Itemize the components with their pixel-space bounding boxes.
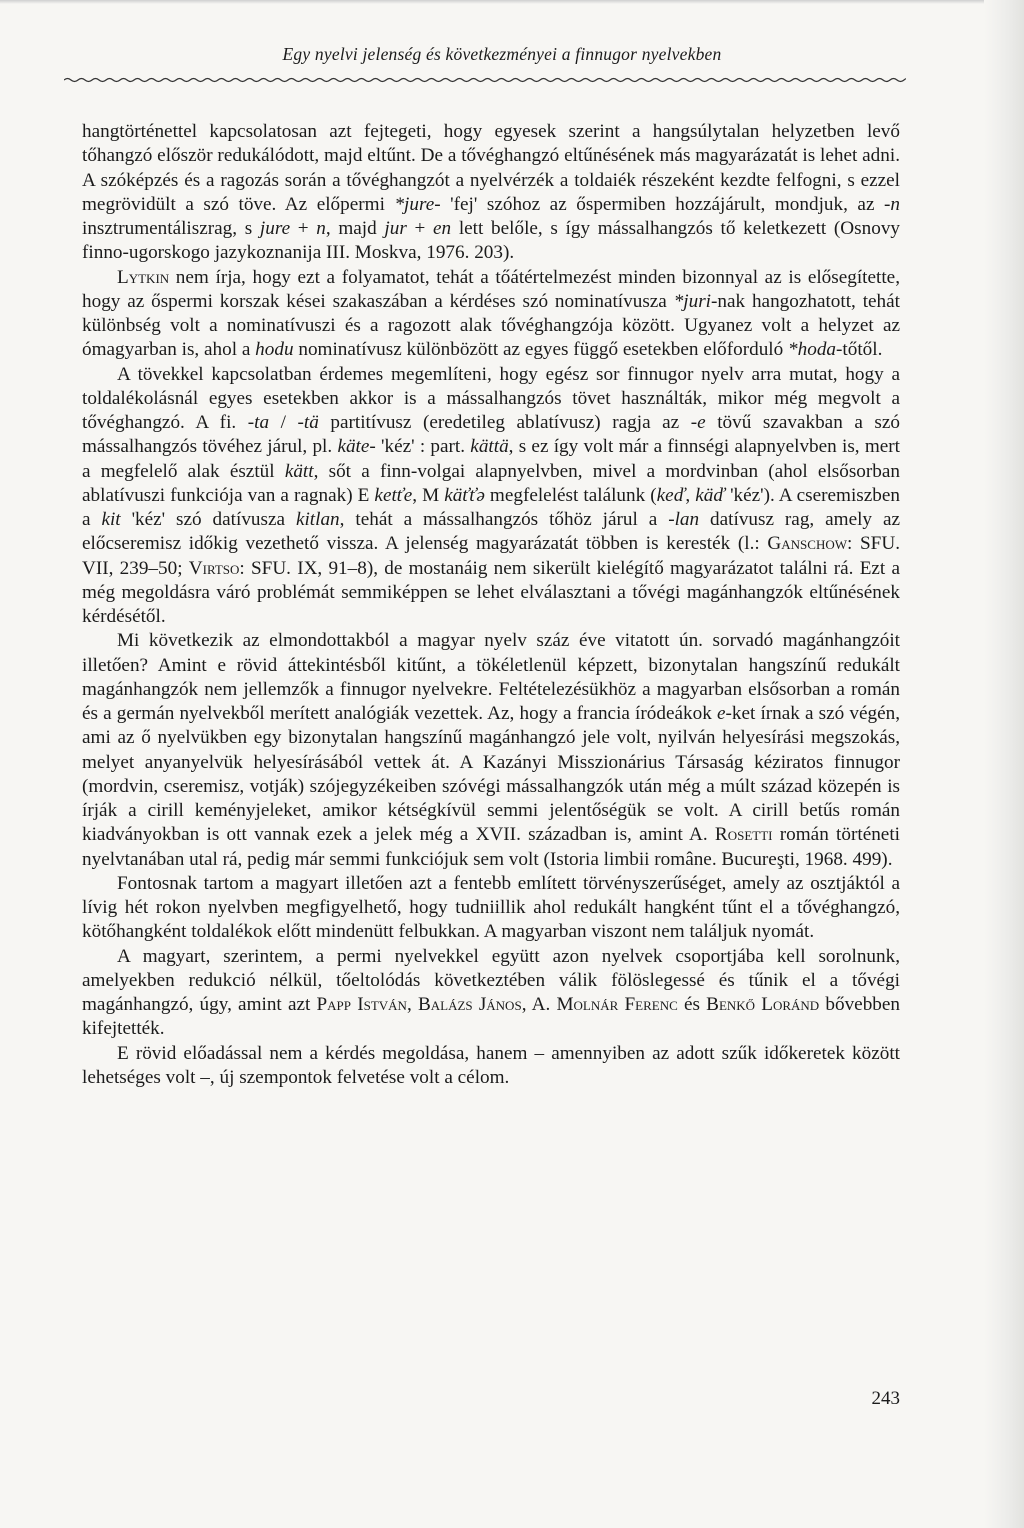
text-run: Fontosnak tartom a magyart illetően azt a fentebb említett törvényszerűséget, amely az osztjáktól a lívig hét rokon nyelvben megfigyelhető, hogy tudniillik ahol redukált hangként tűnt el a tővéghangzó, kötőhangként toldalékok előtt mindenütt felbukkan. A magyarban viszont nem találjuk nyomát.	[82, 872, 900, 943]
text-run: , s ez így volt már a finnségi alapnyelvben is, mert a megfelelő alak észtül	[82, 436, 901, 482]
scan-top-edge	[0, 0, 1024, 4]
article-body	[82, 120, 900, 1090]
text-run: nem írja, hogy ezt a folyamatot, tehát a tőátértelmezést minden bizonnyal az is elősegítette, hogy az őspermi korszak kései szakaszában a kérdéses szó nominatívusza	[82, 266, 900, 312]
italic-term: n	[316, 218, 326, 239]
text-run: nominatívusz különbözött az egyes függő esetekben előforduló	[293, 339, 789, 361]
italic-term: -tä	[297, 412, 319, 433]
author-name: Rosetti	[714, 824, 773, 846]
italic-term: kit	[101, 509, 121, 530]
text-run: +	[290, 218, 317, 239]
italic-term: -lan	[668, 509, 700, 530]
text-run: -ket írnak a szó végén, ami az ő nyelvükben egy bizonytalan hangszínű magánhangzó jele volt, nyilván helyesírási megszokás, melyet anyanyelvük helyesírásából vettek át. A Kazányi Misszionárius Társaság kéziratos finnugor (mordvin, cseremisz, votják) szójegyzékeiben szóvégi mássalhangzók után még a múlt század közepén is írják a cirill keményjeleket, amikor kétségkívül semmi jelentőségük se volt. A cirill betűs román kiadványokban is ott vannak ezek a jelek még a XVII. században is, amint A.	[82, 703, 900, 846]
text-run: -tőtől.	[836, 339, 883, 361]
text-run: , M	[412, 484, 445, 506]
text-run: /	[269, 412, 298, 433]
text-run: bővebben kifejtették.	[82, 994, 900, 1040]
italic-term: jure	[259, 218, 291, 239]
author-name: Virtso	[188, 557, 240, 579]
text-run: Mi következik az elmondottakból a magyar nyelv száz éve vitatott ún. sorvadó magánhangzóit illetően? Amint e rövid áttekintésből kitűnt, a tökéletlenül képzett, bizonytalan hangszínű redukált magánhangzók nem jellemzők a finnugor nyelvekre. Feltételezésükhöz a magyarban elsősorban a román és a germán nyelvekből merített analógiák vezettek. Az, hogy a francia íródeákok	[82, 630, 900, 724]
text-run: insztrumentáliszrag, s	[82, 218, 260, 239]
paragraph	[82, 266, 900, 363]
text-run: : SFU. IX, 91–8), de mostanáig nem sikerült kielégítő magyarázatot találni rá. Ezt a még megoldásra váró problémát semmiképpen se lehet elválasztani a tővégi magánhangzók eltűnésének kérdésétől.	[82, 557, 901, 627]
text-run: A magyart, szerintem, a permi nyelvekkel együtt azon nyelvek csoportjába kell sorolnunk, amelyekben redukció nélkül, tőeltolódás következtében válik fölöslegessé és tűnik el a tővégi magánhangzó, úgy, amint azt	[82, 945, 900, 1015]
text-run: +	[406, 218, 434, 239]
text-run: A tövekkel kapcsolatban érdemes megemlíteni, hogy egész sor finnugor nyelv arra mutat, hogy a toldalékolásnál egyes esetekben akkor is a mássalhangzós tövet használták, mikor még megvolt a tővéghangzó. A fi.	[82, 363, 900, 433]
wavy-header-rule	[64, 72, 906, 88]
text-run: 'kéz'). A cseremiszben a	[82, 484, 900, 530]
paragraph	[82, 872, 900, 945]
author-name: Papp István	[316, 994, 407, 1015]
italic-term: keď	[656, 484, 686, 506]
text-run: , tehát a mássalhangzós tőhöz járul a	[339, 509, 669, 530]
text-run: partitívusz (eredetileg ablatívusz) ragja az	[318, 412, 691, 433]
text-run: és	[677, 994, 707, 1015]
scan-right-edge	[984, 0, 1024, 1528]
text-run: datívusz rag, amely az előcseremisz időkig vezethető vissza. A jelenség magyarázatát többen is keresték (l.:	[82, 509, 900, 555]
author-name: Ganschow	[767, 533, 847, 555]
running-header: Egy nyelvi jelenség és következményei a finnugor nyelvekben	[282, 44, 722, 64]
italic-term: käte-	[337, 436, 376, 458]
italic-term: *juri	[673, 290, 712, 312]
text-run: tövű szavakban a szó mássalhangzós tövéhez járul, pl.	[82, 412, 900, 458]
italic-term: kitlan	[295, 509, 340, 530]
page-number: 243	[871, 1388, 900, 1409]
italic-term: *jure-	[394, 193, 441, 215]
paragraph	[82, 363, 900, 630]
author-name: Balázs János	[417, 994, 522, 1015]
text-run: -nak hangozhatott, tehát különbség volt a nominatívuszi és a ragozott alak tővéghangzója között. Ugyanez volt a helyzet az ómagyarban is, ahol a	[82, 290, 900, 361]
text-run: 'fej' szóhoz az őspermiben hozzájárult, mondjuk, az	[440, 193, 884, 215]
paragraph	[82, 1042, 900, 1091]
author-name: Lytkin	[117, 266, 170, 288]
italic-term: kätt	[284, 460, 314, 482]
text-run: hangtörténettel kapcsolatosan azt fejtegeti, hogy egyesek szerint a hangsúlytalan helyzetben levő tőhangzó először redukálódott, majd eltűnt. De a tővéghangzó eltűnésének más magyarázatát is lehet adni. A szóképzés és a ragozás során a tővéghangzót a nyelvérzék a toldaiék részeként kezdte felfogni, s ezzel megrövidült a szó töve. Az előpermi	[82, 121, 900, 215]
italic-term: -ta	[247, 412, 270, 433]
text-run: ,	[685, 484, 696, 506]
author-name: Molnár Ferenc	[556, 994, 678, 1015]
italic-term: käď	[695, 484, 726, 506]
italic-term: jur	[384, 218, 407, 239]
italic-term: -n	[884, 193, 900, 215]
italic-term: -e	[690, 412, 706, 433]
text-run: román történeti nyelvtanában utal rá, pedig már semmi funkciójuk sem volt (Istoria limbii române. Bucureşti, 1968. 499).	[82, 824, 900, 870]
paragraph	[82, 629, 900, 872]
italic-term: *hoda	[788, 339, 836, 361]
paragraph	[82, 945, 900, 1042]
text-run: megfelelést találunk (	[484, 484, 657, 506]
paragraph	[82, 120, 900, 266]
text-run: : SFU. VII, 239–50;	[82, 533, 901, 579]
text-run: , sőt a finn-volgai alapnyelvben, mivel a mordvinban (ahol elsősorban ablatívuszi funkciója van a ragnak) E	[82, 460, 900, 506]
text-run: 'kéz' szó datívusza	[120, 509, 296, 530]
text-run: , A.	[521, 994, 557, 1015]
italic-term: ketťe	[374, 484, 413, 506]
italic-term: en	[433, 218, 452, 239]
text-run: 'kéz' : part.	[375, 436, 471, 458]
author-name: Benkő Loránd	[706, 994, 820, 1015]
italic-term: käťťə	[444, 484, 485, 506]
text-run: lett belőle, s így mássalhangzós tő keletkezett (Osnovy finno-ugorskogo jazykoznanija III. Moskva, 1976. 203).	[82, 218, 901, 264]
italic-term: hodu	[255, 339, 294, 361]
text-run: E rövid előadással nem a kérdés megoldása, hanem – amennyiben az adott szűk időkeretek között lehetséges volt –, új szempontok felvetése volt a célom.	[82, 1042, 900, 1088]
italic-term: e	[716, 703, 726, 724]
italic-term: kättä	[470, 436, 509, 458]
text-run: , majd	[325, 218, 385, 239]
text-run: ,	[406, 994, 418, 1015]
